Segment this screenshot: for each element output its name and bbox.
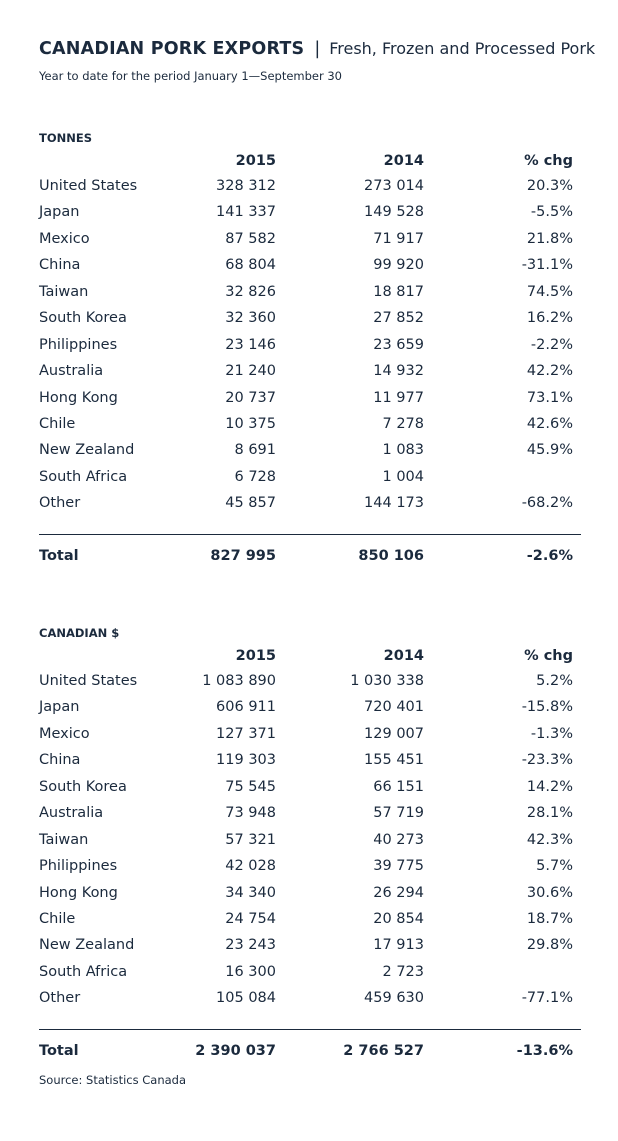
table-row [39, 199, 581, 225]
header-chg: % chg [524, 648, 573, 664]
value-2015: 57 321 [225, 831, 276, 848]
value-2015: 10 375 [225, 415, 276, 432]
value-chg: -2.2% [530, 336, 573, 353]
country-cell: Other [39, 495, 81, 512]
country-cell: South Korea [39, 310, 127, 327]
value-chg: 28.1% [526, 805, 573, 822]
total-row [39, 543, 581, 569]
value-2015: 21 240 [225, 363, 276, 380]
value-chg: 5.7% [536, 858, 573, 875]
country-cell: Hong Kong [39, 389, 118, 406]
value-2015: 1 083 890 [202, 673, 276, 689]
value-2014: 2 723 [382, 963, 424, 980]
value-2014: 39 775 [373, 858, 424, 875]
value-2015: 32 360 [225, 310, 276, 327]
value-2014: 1 083 [382, 442, 424, 459]
table-row [39, 358, 581, 384]
table-row [39, 279, 581, 305]
value-2015: 119 303 [216, 752, 276, 769]
country-cell: Japan [39, 699, 80, 716]
value-chg: 20.3% [526, 178, 573, 194]
country-cell: Hong Kong [39, 884, 118, 901]
country-cell: Other [39, 990, 81, 1007]
total-2014: 850 106 [358, 547, 424, 564]
section-label: CANADIAN $ [39, 626, 120, 640]
value-2015: 23 243 [225, 937, 276, 954]
value-chg: -1.3% [530, 725, 573, 742]
header-2014: 2014 [383, 153, 424, 169]
value-2014: 149 528 [364, 204, 424, 221]
table-row [39, 668, 581, 694]
total-divider [39, 1029, 581, 1030]
table-row [39, 959, 581, 985]
value-chg: 42.2% [526, 363, 573, 380]
country-cell: China [39, 257, 81, 274]
table-row [39, 774, 581, 800]
value-2014: 17 913 [373, 937, 424, 954]
value-2015: 16 300 [225, 963, 276, 980]
total-2015: 827 995 [210, 547, 276, 564]
value-2015: 141 337 [216, 204, 276, 221]
value-chg: 74.5% [526, 283, 573, 300]
total-chg: -2.6% [526, 547, 573, 564]
header-2014: 2014 [383, 648, 424, 664]
value-2015: 23 146 [225, 336, 276, 353]
country-cell: Taiwan [39, 831, 89, 848]
value-2015: 68 804 [225, 257, 276, 274]
country-cell: Mexico [39, 230, 90, 247]
value-chg: 14.2% [526, 778, 573, 795]
table-row [39, 827, 581, 853]
table-row [39, 490, 581, 516]
title-separator: | [314, 39, 321, 59]
country-cell: Taiwan [39, 283, 89, 300]
source-note: Source: Statistics Canada [39, 1073, 187, 1087]
value-2014: 66 151 [373, 778, 424, 795]
table-row [39, 437, 581, 463]
value-2015: 24 754 [225, 910, 276, 927]
header-2015: 2015 [235, 648, 276, 664]
value-2015: 20 737 [225, 389, 276, 406]
section-label: TONNES [39, 131, 93, 145]
table-row [39, 464, 581, 490]
header-2015: 2015 [235, 153, 276, 169]
value-chg: 29.8% [526, 937, 573, 954]
value-chg: -5.5% [530, 204, 573, 221]
value-2014: 27 852 [373, 310, 424, 327]
page-title [39, 38, 595, 60]
value-chg: 16.2% [526, 310, 573, 327]
header-row [39, 644, 581, 668]
total-row [39, 1038, 581, 1064]
total-2014: 2 766 527 [343, 1042, 424, 1059]
value-2015: 45 857 [225, 495, 276, 512]
value-2015: 73 948 [225, 805, 276, 822]
table-row [39, 906, 581, 932]
value-chg: 42.3% [526, 831, 573, 848]
value-chg: -23.3% [521, 752, 573, 769]
value-chg: 21.8% [526, 230, 573, 247]
country-cell: South Korea [39, 778, 127, 795]
value-2014: 273 014 [364, 178, 424, 194]
table-row [39, 721, 581, 747]
value-2015: 42 028 [225, 858, 276, 875]
value-2014: 720 401 [364, 699, 424, 716]
country-cell: Mexico [39, 725, 90, 742]
header-chg: % chg [524, 153, 573, 169]
value-2014: 57 719 [373, 805, 424, 822]
value-2014: 40 273 [373, 831, 424, 848]
country-cell: United States [39, 178, 138, 194]
table-row [39, 985, 581, 1011]
value-chg: 30.6% [526, 884, 573, 901]
value-2014: 7 278 [382, 415, 424, 432]
total-label: Total [39, 1042, 79, 1059]
value-chg: -15.8% [521, 699, 573, 716]
table-row [39, 932, 581, 958]
value-2014: 155 451 [364, 752, 424, 769]
value-2014: 71 917 [373, 230, 424, 247]
country-cell: Australia [39, 363, 104, 380]
value-2014: 1 030 338 [350, 673, 424, 689]
value-chg: -68.2% [521, 495, 573, 512]
value-2015: 328 312 [216, 178, 276, 194]
country-cell: South Africa [39, 468, 128, 485]
country-cell: China [39, 752, 81, 769]
value-chg: 5.2% [536, 673, 573, 689]
value-2014: 26 294 [373, 884, 424, 901]
table-row [39, 332, 581, 358]
value-chg: -77.1% [521, 990, 573, 1007]
table-row [39, 226, 581, 252]
table-row [39, 747, 581, 773]
total-divider [39, 534, 581, 535]
total-chg: -13.6% [516, 1042, 573, 1059]
value-2015: 105 084 [216, 990, 276, 1007]
value-2015: 75 545 [225, 778, 276, 795]
table-row [39, 694, 581, 720]
value-chg: 18.7% [526, 910, 573, 927]
table-row [39, 411, 581, 437]
country-cell: South Africa [39, 963, 128, 980]
country-cell: New Zealand [39, 442, 135, 459]
table-row [39, 800, 581, 826]
table-row [39, 252, 581, 278]
value-2015: 606 911 [216, 699, 276, 716]
table-row [39, 305, 581, 331]
value-2015: 8 691 [234, 442, 276, 459]
value-2015: 6 728 [234, 468, 276, 485]
value-chg: 45.9% [526, 442, 573, 459]
header-row [39, 149, 581, 173]
value-chg: 42.6% [526, 415, 573, 432]
value-2014: 11 977 [373, 389, 424, 406]
country-cell: Philippines [39, 336, 118, 353]
value-2015: 87 582 [225, 230, 276, 247]
total-label: Total [39, 547, 79, 564]
value-2014: 23 659 [373, 336, 424, 353]
country-cell: Australia [39, 805, 104, 822]
table-row [39, 853, 581, 879]
value-2015: 32 826 [225, 283, 276, 300]
country-cell: New Zealand [39, 937, 135, 954]
value-2014: 1 004 [382, 468, 424, 485]
value-2014: 99 920 [373, 257, 424, 274]
table-row [39, 173, 581, 199]
subtitle: Year to date for the period January 1—September 30 [39, 69, 342, 83]
value-2014: 129 007 [364, 725, 424, 742]
total-2015: 2 390 037 [195, 1042, 276, 1059]
value-2015: 34 340 [225, 884, 276, 901]
value-2014: 459 630 [364, 990, 424, 1007]
value-2014: 14 932 [373, 363, 424, 380]
country-cell: Japan [39, 204, 80, 221]
title-sub: Fresh, Frozen and Processed Pork [329, 39, 596, 58]
country-cell: Chile [39, 910, 76, 927]
value-2014: 144 173 [364, 495, 424, 512]
value-2015: 127 371 [216, 725, 276, 742]
value-2014: 20 854 [373, 910, 424, 927]
value-chg: 73.1% [526, 389, 573, 406]
title-main: CANADIAN PORK EXPORTS [39, 39, 305, 59]
tonnes-table [39, 129, 581, 569]
country-cell: United States [39, 673, 138, 689]
country-cell: Chile [39, 415, 76, 432]
cad-table [39, 624, 581, 1064]
value-2014: 18 817 [373, 283, 424, 300]
country-cell: Philippines [39, 858, 118, 875]
table-row [39, 880, 581, 906]
table-row [39, 385, 581, 411]
value-chg: -31.1% [521, 257, 573, 274]
